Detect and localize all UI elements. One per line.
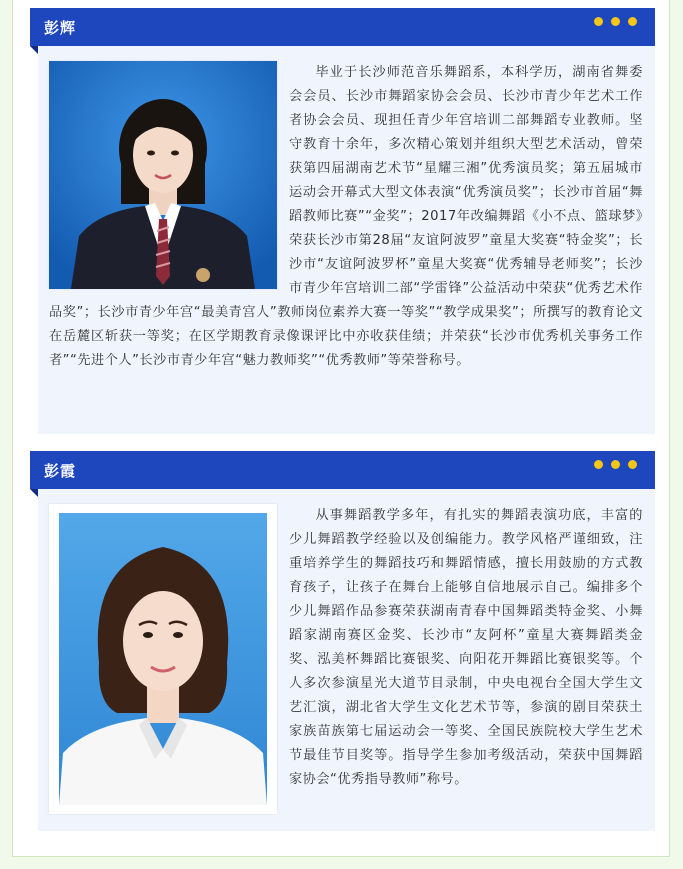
dot-icon bbox=[628, 460, 637, 469]
dot-icon bbox=[611, 460, 620, 469]
dot-icon bbox=[594, 17, 603, 26]
teacher-name: 彭霞 bbox=[44, 462, 77, 480]
profile-header-2 bbox=[30, 451, 655, 489]
decorative-dots bbox=[586, 11, 637, 21]
dot-icon bbox=[611, 17, 620, 26]
decorative-dots bbox=[586, 454, 637, 464]
header-fold bbox=[30, 46, 38, 54]
bio-text: 从事舞蹈教学多年，有扎实的舞蹈表演功底，丰富的少儿舞蹈教学经验以及创编能力。教学风格严谨细致，注重培养学生的舞蹈技巧和舞蹈情感，擅长用鼓励的方式教育孩子，让孩子在舞台上能够自信地展示自己。编排多个少儿舞蹈作品参赛荣获湖南青春中国舞蹈类特金奖、小舞蹈家湖南赛区金奖、长沙市“友阿杯”童星大赛舞蹈类金奖、泓美杯舞蹈比赛银奖、向阳花开舞蹈比赛银奖等。个人多次参演星光大道节目录制，中央电视台全国大学生文艺汇演，湖北省大学生文化艺术节等，参演的剧目荣获土家族苗族第七届运动会一等奖、全国民族院校大学生艺术节最佳节目奖等。指导学生参加考级活动，荣获中国舞蹈家协会“优秀指导教师”称号。 bbox=[289, 508, 643, 787]
header-fold bbox=[30, 489, 38, 497]
photo-spacer bbox=[49, 61, 289, 289]
teacher-bio-2 bbox=[49, 504, 643, 816]
dot-icon bbox=[594, 460, 603, 469]
teacher-bio-1 bbox=[49, 61, 643, 373]
dot-icon bbox=[628, 17, 637, 26]
bio-text: 毕业于长沙师范音乐舞蹈系，本科学历，湖南省舞委会会员、长沙市舞蹈家协会会员、长沙市青少年艺术工作者协会会员、现担任青少年宫培训二部舞蹈专业教师。坚守教育十余年，多次精心策划并组织大型艺术活动，曾荣获第四届湖南艺术节“星耀三湘”优秀演员奖；第五届城市运动会开幕式大型文体表演“优秀演员奖”；长沙市首届“舞蹈教师比赛”“金奖”；2017年改编舞蹈《小不点、篮球梦》荣获长沙市第28届“友谊阿波罗”童星大奖赛“特金奖”；长沙市“友谊阿波罗杯”童星大奖赛“优秀辅导老师奖”；长沙市青少年宫培训二部“学雷锋”公益活动中荣获“优秀艺术作品奖”；长沙市青少年宫“最美青宫人”教师岗位素养大赛一等奖”“教学成果奖”；所撰写的教育论文在岳麓区斩获一等奖；在区学期教育录像课评比中亦收获佳绩；并荣获“长沙市优秀机关事务工作者”“先进个人”长沙市青少年宫“魅力教师奖”“优秀教师”等荣誉称号。 bbox=[49, 65, 644, 368]
teacher-name: 彭辉 bbox=[44, 19, 77, 37]
photo-spacer bbox=[49, 504, 289, 816]
profile-header-1 bbox=[30, 8, 655, 46]
